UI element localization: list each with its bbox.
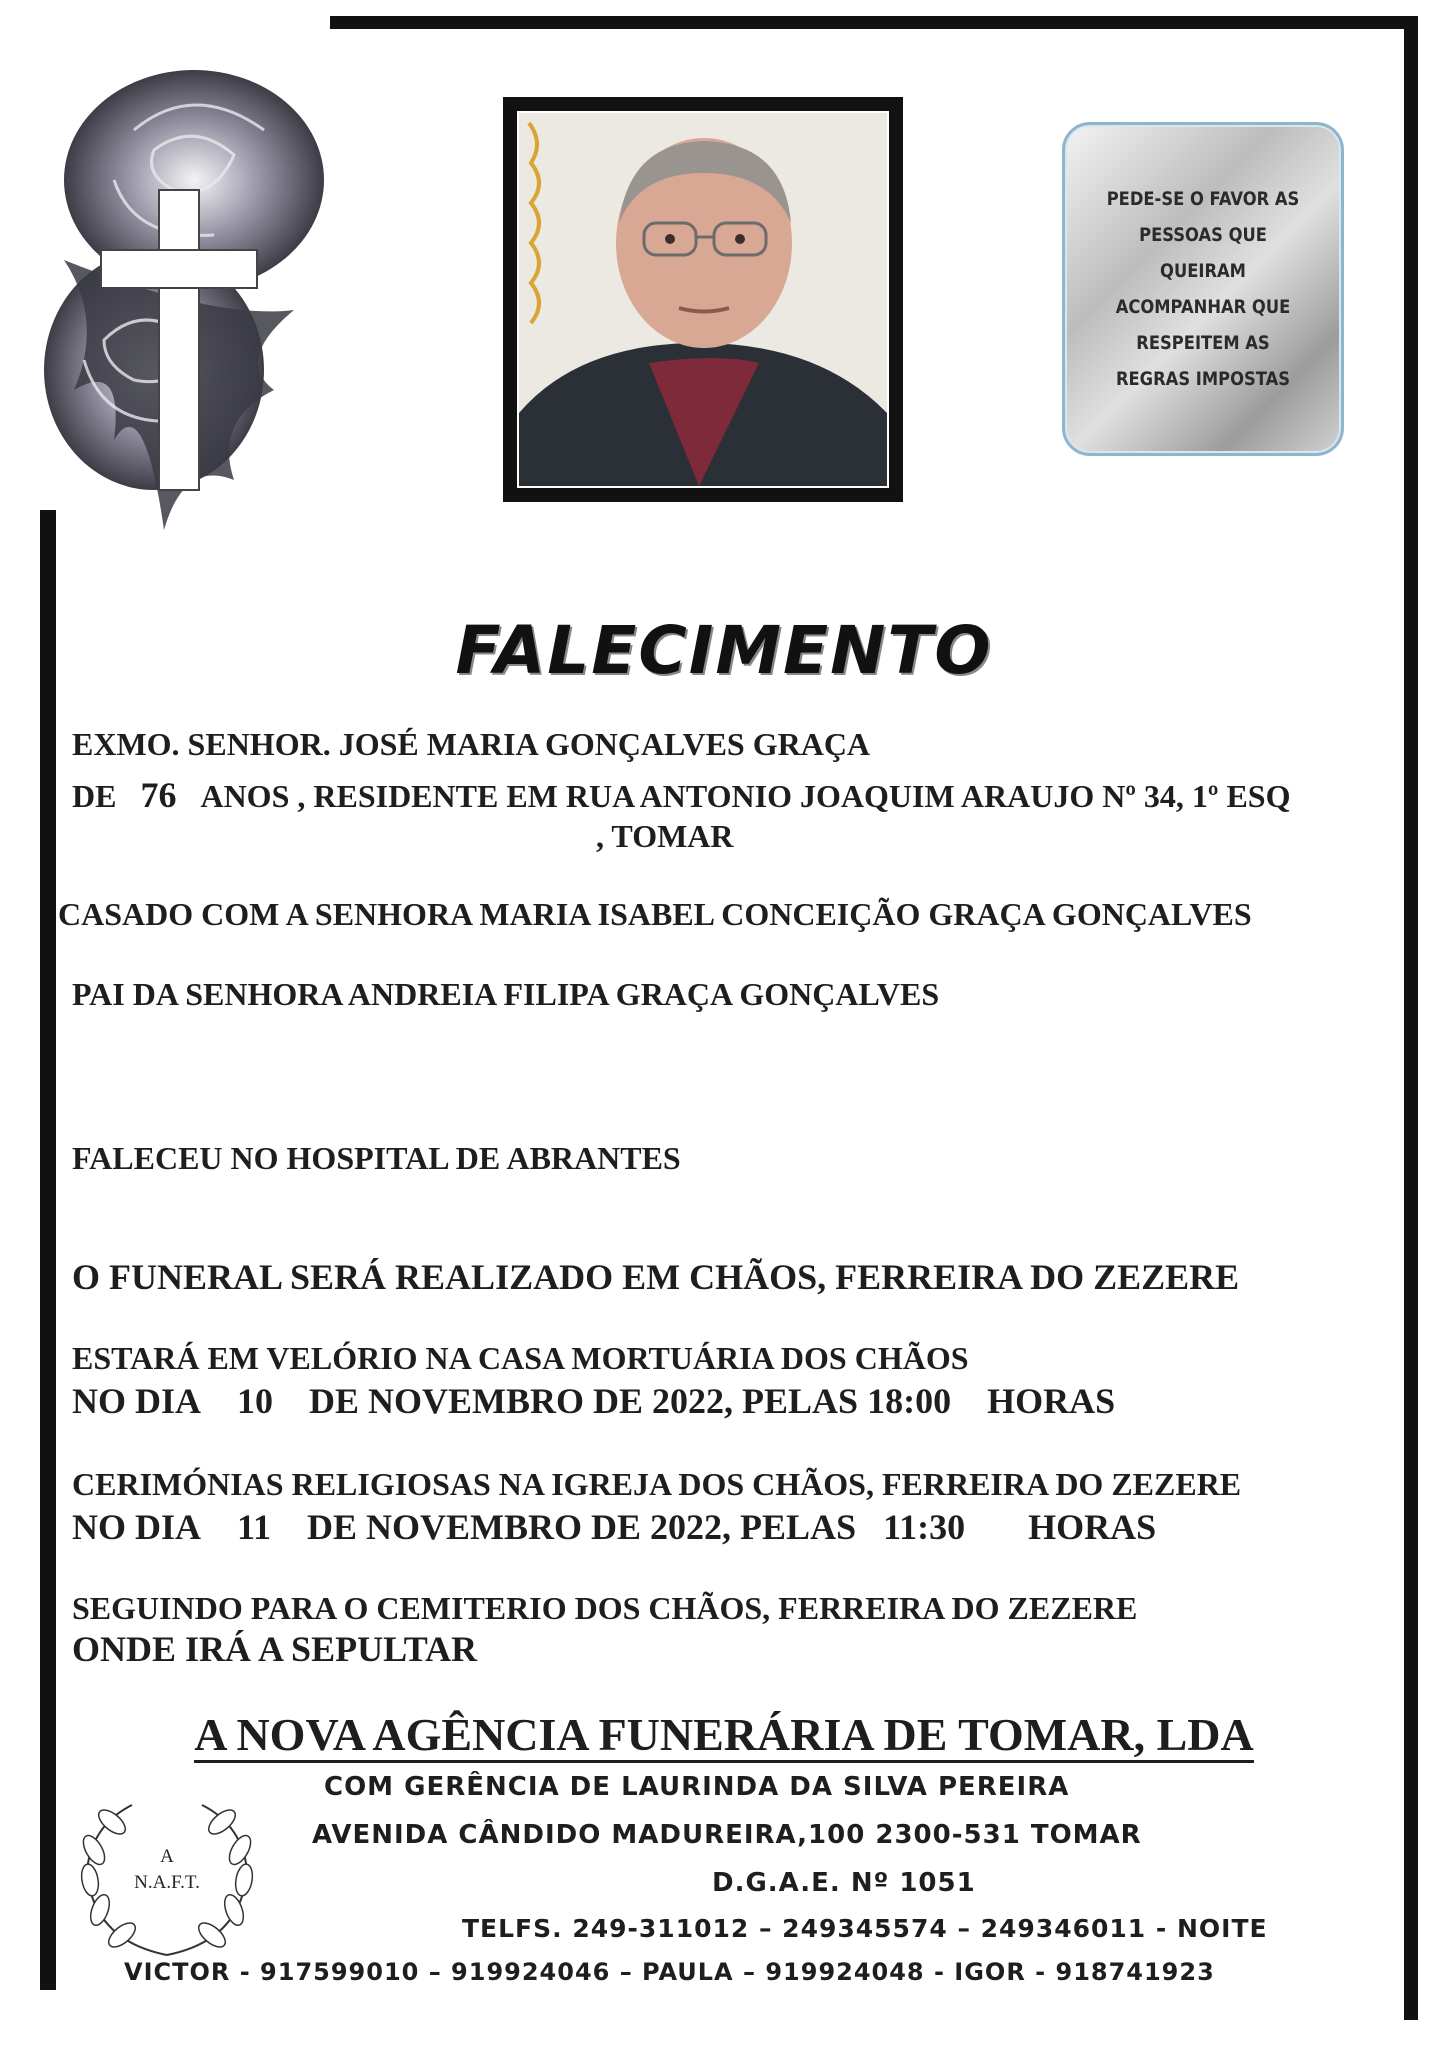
agency-address: AVENIDA CÂNDIDO MADUREIRA,100 2300-531 TOMAR xyxy=(312,1820,1142,1850)
notice-plate-text: PEDE-SE O FAVOR AS PESSOAS QUE QUEIRAM ACOMPANHAR QUE RESPEITEM AS REGRAS IMPOSTAS xyxy=(1106,188,1300,390)
agency-name xyxy=(0,1708,1448,1761)
wake-day-prefix: NO DIA xyxy=(72,1381,202,1421)
deceased-portrait-frame xyxy=(503,97,903,502)
funeral-location: O FUNERAL SERÁ REALIZADO EM CHÃOS, FERREIRA DO ZEZERE xyxy=(72,1257,1240,1297)
wake-location: ESTARÁ EM VELÓRIO NA CASA MORTUÁRIA DOS CHÃOS xyxy=(72,1340,969,1376)
deceased-name: EXMO. SENHOR. JOSÉ MARIA GONÇALVES GRAÇA xyxy=(72,726,871,762)
ceremony-datetime xyxy=(72,1506,1156,1548)
ceremony-time: 11:30 xyxy=(883,1507,966,1547)
frame-top-border xyxy=(330,16,1418,29)
ceremony-month-year: DE NOVEMBRO DE 2022, PELAS xyxy=(307,1507,857,1547)
agency-dgae: D.G.A.E. Nº 1051 xyxy=(712,1868,976,1898)
notice-plate xyxy=(1062,122,1344,456)
naft-laurel-logo xyxy=(62,1790,272,1970)
spouse-line: CASADO COM A SENHORA MARIA ISABEL CONCEIÇÃO GRAÇA GONÇALVES xyxy=(58,896,1252,932)
agency-management: COM GERÊNCIA DE LAURINDA DA SILVA PEREIRA xyxy=(324,1772,1070,1802)
ceremony-location: CERIMÓNIAS RELIGIOSAS NA IGREJA DOS CHÃOS, FERREIRA DO ZEZERE xyxy=(72,1466,1242,1502)
ceremony-day: 11 xyxy=(237,1507,272,1547)
deceased-portrait xyxy=(517,111,889,488)
ceremony-day-prefix: NO DIA xyxy=(72,1507,202,1547)
naft-logo-letter: A xyxy=(160,1846,174,1867)
wake-hours: HORAS xyxy=(987,1381,1116,1421)
deceased-residence: ANOS , RESIDENTE EM RUA ANTONIO JOAQUIM ARAUJO Nº 34, 1º ESQ xyxy=(200,778,1291,814)
deceased-age-line xyxy=(72,774,1290,816)
death-place: FALECEU NO HOSPITAL DE ABRANTES xyxy=(72,1140,681,1176)
burial-line2: ONDE IRÁ A SEPULTAR xyxy=(72,1629,478,1669)
deceased-city: , TOMAR xyxy=(596,818,734,854)
naft-logo-acronym: N.A.F.T. xyxy=(134,1872,200,1893)
child-line: PAI DA SENHORA ANDREIA FILIPA GRAÇA GONÇALVES xyxy=(72,976,940,1012)
frame-left-border xyxy=(40,510,56,1990)
agency-phones: TELFS. 249-311012 – 249345574 – 249346011 - NOITE xyxy=(462,1914,1268,1943)
wake-day: 10 xyxy=(237,1381,274,1421)
age-prefix: DE xyxy=(72,778,117,814)
burial-line1: SEGUINDO PARA O CEMITERIO DOS CHÃOS, FERREIRA DO ZEZERE xyxy=(72,1590,1138,1626)
agency-name-text: A NOVA AGÊNCIA FUNERÁRIA DE TOMAR, LDA xyxy=(194,1709,1253,1763)
wake-time: 18:00 xyxy=(867,1381,952,1421)
page-title: FALECIMENTO xyxy=(455,612,993,689)
roses-cross-illustration xyxy=(44,60,344,530)
agency-night-contacts: VICTOR - 917599010 – 919924046 – PAULA – 919924048 - IGOR - 918741923 xyxy=(124,1958,1215,1986)
wake-datetime xyxy=(72,1380,1115,1422)
wake-month-year: DE NOVEMBRO DE 2022, PELAS xyxy=(309,1381,859,1421)
ceremony-hours: HORAS xyxy=(1028,1507,1157,1547)
deceased-age: 76 xyxy=(140,775,177,815)
